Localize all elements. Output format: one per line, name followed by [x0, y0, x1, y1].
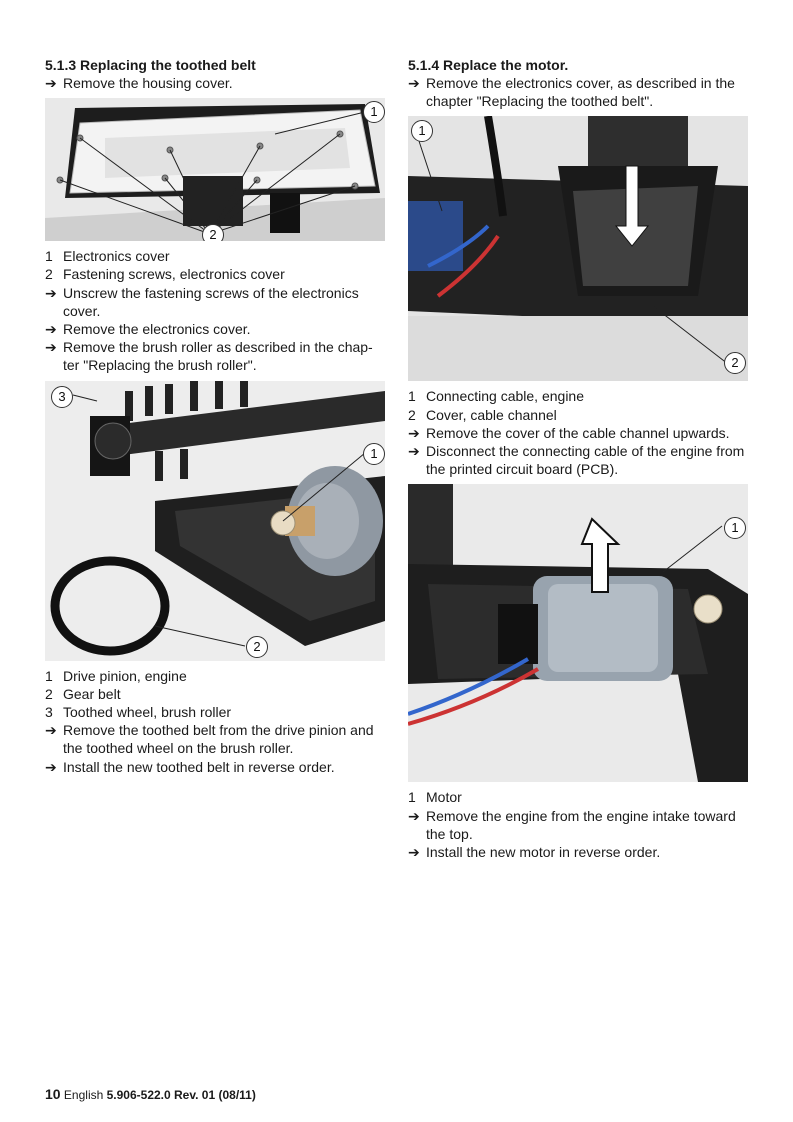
- photo-electronics-cover: [45, 98, 385, 241]
- arrow-icon: ➔: [408, 75, 420, 91]
- step: ➔ Remove the brush roller as described in the chap-ter "Replacing the brush roller".: [45, 339, 373, 374]
- callout-2: 2: [246, 636, 268, 658]
- legend-item: 2 Cover, cable channel: [408, 406, 557, 423]
- step: ➔ Remove the cover of the cable channel upwards.: [408, 424, 730, 441]
- legend-item: 2 Gear belt: [45, 685, 121, 702]
- legend-item: 2 Fastening screws, electronics cover: [45, 266, 285, 283]
- cable-channel-image: [408, 116, 748, 381]
- arrow-icon: ➔: [45, 321, 57, 338]
- footer-language: English: [63, 1088, 104, 1102]
- photo-cable-channel: [408, 116, 748, 381]
- motor-image: [408, 484, 748, 782]
- footer-doc-code: 5.906-522.0 Rev. 01 (08/11): [106, 1088, 256, 1102]
- callout-2: 2: [724, 352, 746, 374]
- arrow-icon: ➔: [45, 758, 57, 775]
- callout-3: 3: [51, 386, 73, 408]
- step: ➔ Remove the electronics cover, as described in the chapter "Replacing the toothed belt".: [408, 75, 735, 110]
- step: ➔ Install the new motor in reverse order.: [408, 844, 661, 861]
- arrow-icon: ➔: [45, 284, 57, 301]
- callout-1: 1: [363, 443, 385, 465]
- arrow-icon: ➔: [45, 75, 57, 91]
- callout-1: 1: [363, 101, 385, 123]
- callout-2: 2: [202, 224, 224, 241]
- callout-1: 1: [411, 120, 433, 142]
- step: ➔ Remove the housing cover.: [45, 75, 233, 91]
- arrow-icon: ➔: [45, 339, 57, 356]
- electronics-cover-image: [45, 98, 385, 241]
- section-heading-toothed-belt: 5.1.3 Replacing the toothed belt: [45, 57, 256, 73]
- legend-item: 3 Toothed wheel, brush roller: [45, 704, 232, 721]
- section-heading-motor: 5.1.4 Replace the motor.: [408, 57, 569, 73]
- callout-1: 1: [724, 517, 746, 539]
- arrow-icon: ➔: [45, 722, 57, 739]
- arrow-icon: ➔: [408, 844, 420, 861]
- toothed-belt-image: [45, 381, 385, 661]
- step: ➔ Remove the engine from the engine intake toward the top.: [408, 807, 736, 842]
- arrow-icon: ➔: [408, 443, 420, 460]
- arrow-icon: ➔: [408, 807, 420, 824]
- page-footer: [45, 1086, 256, 1102]
- step: ➔ Disconnect the connecting cable of the engine from the printed circuit board (PCB).: [408, 443, 745, 478]
- photo-motor: [408, 484, 748, 782]
- left-column: [45, 56, 385, 776]
- page-number: 10: [45, 1086, 61, 1102]
- step: ➔ Remove the electronics cover.: [45, 321, 251, 338]
- step: ➔ Remove the toothed belt from the drive pinion and the toothed wheel on the brush roller.: [45, 722, 374, 757]
- step: ➔ Unscrew the fastening screws of the electronics cover.: [45, 284, 359, 319]
- step: ➔ Install the new toothed belt in reverse order.: [45, 758, 335, 775]
- arrow-icon: ➔: [408, 424, 420, 441]
- legend-item: 1 Electronics cover: [45, 248, 170, 265]
- legend-item: 1 Motor: [408, 789, 462, 806]
- photo-toothed-belt: [45, 381, 385, 661]
- right-column: [408, 56, 748, 861]
- legend-item: 1 Connecting cable, engine: [408, 388, 585, 405]
- legend-item: 1 Drive pinion, engine: [45, 667, 187, 684]
